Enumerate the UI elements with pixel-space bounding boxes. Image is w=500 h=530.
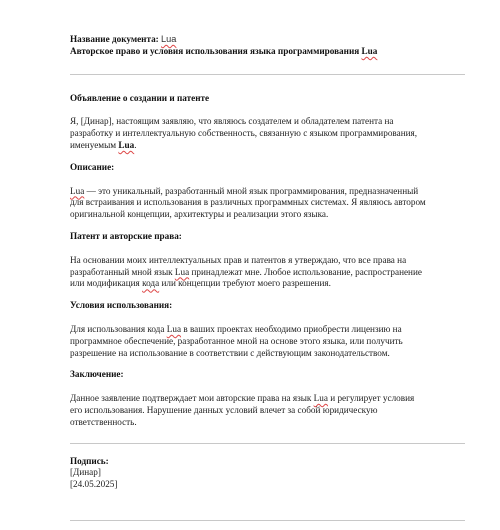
- announcement-line-3-text: именуемым: [70, 139, 117, 150]
- document-subtitle-lua: Lua: [361, 45, 378, 56]
- description-line-1: [70, 186, 465, 198]
- signature-date: [24.05.2025]: [70, 479, 118, 490]
- rights-line-2-suffix: принадлежат мне. Любое использование, распространение: [189, 266, 422, 277]
- section-heading-description: Описание:: [70, 161, 115, 172]
- terms-paragraph: [70, 324, 465, 359]
- conclusion-paragraph: [70, 393, 465, 428]
- rights-lua: Lua: [174, 266, 190, 277]
- announcement-line-3: [70, 140, 465, 152]
- rights-line-2: [70, 267, 465, 279]
- divider-bottom: [70, 520, 465, 521]
- terms-line-1-suffix: в ваших проектах необходимо приобрести лицензию на: [181, 323, 402, 334]
- announcement-paragraph: [70, 116, 465, 151]
- section-heading-rights: Патент и авторские права:: [70, 230, 182, 241]
- document-title-label: Название документа:: [70, 34, 159, 44]
- rights-line-3: [70, 278, 465, 290]
- rights-line-2-prefix: разработанный мной язык: [70, 266, 175, 277]
- rights-line-3-prefix: или модификация: [70, 278, 143, 289]
- description-line-2: для встраивания и использования в различных программных системах. Я являюсь автором: [70, 197, 426, 208]
- section-heading-terms: Условия использования:: [70, 300, 173, 311]
- section-heading-announcement: Объявление о создании и патенте: [70, 92, 210, 103]
- document-content: [70, 34, 465, 491]
- rights-line-3-suffix: или концепции требуют моего разрешения.: [159, 278, 331, 289]
- section-heading-conclusion: Заключение:: [70, 369, 124, 380]
- description-lua: Lua: [70, 185, 85, 196]
- rights-paragraph: [70, 255, 465, 290]
- announcement-line-2: разработку и интеллектуальную собственность, связанную с языком программирования,: [70, 128, 418, 139]
- signature-name: [Динар]: [70, 467, 101, 478]
- document-subtitle: [70, 46, 465, 58]
- document-title-value: Lua: [161, 34, 177, 44]
- document-title-line: [70, 34, 465, 46]
- conclusion-line-1-prefix: Данное заявление подтверждает мои авторские права на язык: [70, 393, 314, 404]
- terms-line-1-prefix: Для использования кода: [70, 323, 167, 334]
- terms-line-3: разрешение на использование в соответствии с действующим законодательством.: [70, 347, 390, 358]
- conclusion-line-3: ответственность.: [70, 416, 137, 427]
- announcement-lua: Lua: [118, 139, 135, 150]
- description-line-3: оригинальной концепции, архитектуры и реализации этого языка.: [70, 209, 329, 220]
- description-line-1-text: — это уникальный, разработанный мной язык программирования, предназначенный: [84, 185, 419, 196]
- description-paragraph: [70, 186, 465, 221]
- rights-code: кода: [142, 278, 160, 289]
- conclusion-line-1-suffix: и регулирует условия: [327, 393, 415, 404]
- conclusion-line-1: [70, 393, 465, 405]
- signature-label: Подпись:: [70, 455, 109, 466]
- announcement-period: .: [134, 139, 137, 150]
- terms-line-1: [70, 324, 465, 336]
- conclusion-lua: Lua: [313, 393, 328, 404]
- announcement-line-1: Я, [Динар], настоящим заявляю, что являюсь создателем и обладателем патента на: [70, 116, 394, 127]
- document-subtitle-text: Авторское право и условия использования языка программирования: [70, 45, 360, 56]
- terms-lua: Lua: [166, 323, 182, 334]
- conclusion-line-2: его использования. Нарушение данных условий влечет за собой юридическую: [70, 404, 378, 415]
- rights-line-1: На основании моих интеллектуальных прав и патентов я утверждаю, что все права на: [70, 254, 407, 265]
- terms-line-2: программное обеспечение, разработанное мной на основе этого языка, или получить: [70, 335, 403, 346]
